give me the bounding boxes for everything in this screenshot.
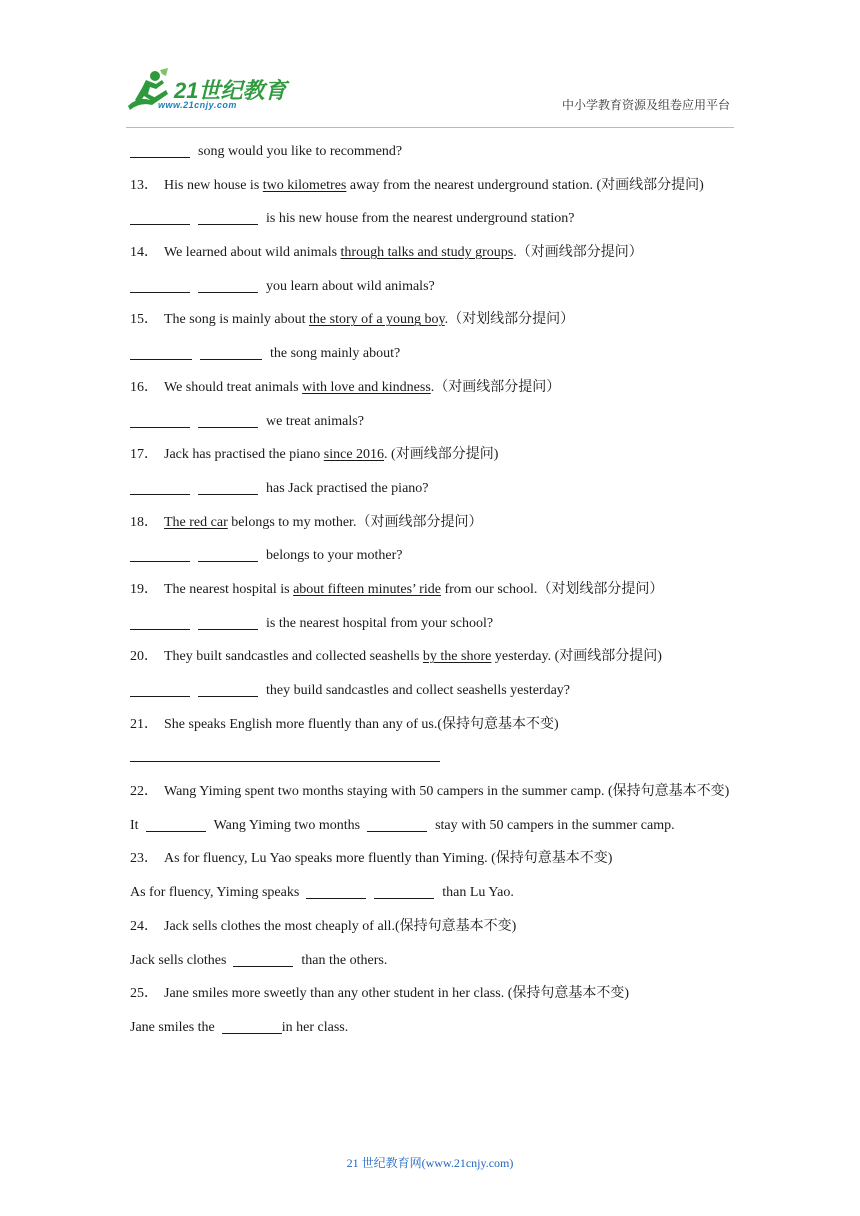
q21-question [130,708,740,742]
q22-question [130,775,740,809]
answer-blank[interactable] [130,413,190,428]
answer-text: than the others. [301,952,388,968]
question-list [130,135,740,1045]
question-number: 17． [130,447,158,463]
question-text: Jane smiles more sweetly than any other student in her class. (保持句意基本不变) [164,986,630,1002]
answer-text: song would you like to recommend? [198,144,403,159]
q19-answer-line [130,607,740,641]
q17-answer-line [130,472,740,506]
question-text: Wang Yiming spent two months staying with 50 campers in the summer camp. (保持句意基本不变) [164,784,730,800]
question-number: 25． [130,986,158,1002]
underlined-part: since 2016 [323,447,385,463]
logo-title: 21世纪教育 [174,78,287,103]
answer-blank[interactable] [198,615,258,630]
answer-blank[interactable] [130,615,190,630]
answer-blank[interactable] [130,480,190,495]
question-text: belongs to my mother.（对画线部分提问） [227,514,483,530]
underlined-part: through talks and study groups [340,245,514,261]
answer-blank[interactable] [198,413,258,428]
answer-blank[interactable] [374,884,434,899]
question-text: The song is mainly about [164,312,310,328]
answer-text: Wang Yiming two months [213,817,361,833]
question-number: 23． [130,851,158,867]
answer-blank[interactable] [198,682,258,697]
question-number: 16． [130,379,158,395]
answer-text: you learn about wild animals? [266,278,435,294]
answer-blank[interactable] [198,480,258,495]
question-text: His new house is [164,177,263,193]
answer-text: has Jack practised the piano? [266,480,429,496]
question-text: from our school.（对划线部分提问） [440,581,664,597]
q18-question [130,506,740,540]
answer-text: they build sandcastles and collect seashells yesterday? [266,683,571,699]
q25-answer-line [130,1011,740,1045]
answer-text: in her class. [281,1019,349,1035]
question-text: .（对画线部分提问） [430,379,561,395]
q24-question [130,910,740,944]
question-text: Jack has practised the piano [164,447,324,463]
q24-answer-line [130,944,740,978]
q25-question [130,977,740,1011]
q14-question [130,236,740,270]
answer-text: Jane smiles the [130,1019,215,1035]
question-text: We should treat animals [164,379,303,395]
answer-blank[interactable] [130,143,190,158]
answer-text: we treat animals? [266,413,364,429]
question-number: 22． [130,784,158,800]
underlined-part: with love and kindness [302,379,431,395]
q15-answer-line [130,337,740,371]
answer-text: It [130,817,139,833]
underlined-part: by the shore [422,649,492,665]
question-text: We learned about wild animals [164,245,341,261]
question-number: 14． [130,245,158,261]
q17-question [130,438,740,472]
answer-blank[interactable] [222,1019,282,1034]
answer-blank[interactable] [130,547,190,562]
answer-blank[interactable] [198,547,258,562]
answer-blank[interactable] [130,682,190,697]
q21-answer-line [130,741,740,775]
underlined-part: The red car [164,514,228,530]
answer-blank[interactable] [306,884,366,899]
site-logo [122,66,292,116]
answer-text: is the nearest hospital from your school? [266,615,494,631]
question-text: . (对画线部分提问) [384,447,499,463]
question-text: The nearest hospital is [164,581,294,597]
answer-blank[interactable] [233,952,293,967]
answer-blank[interactable] [146,817,206,832]
question-text: Jack sells clothes the most cheaply of all.(保持句意基本不变) [164,918,517,934]
answer-blank[interactable] [198,210,258,225]
question-number: 15． [130,312,158,328]
answer-text: Jack sells clothes [130,952,227,968]
underlined-part: two kilometres [262,177,347,193]
question-number: 20． [130,649,158,665]
question-text: away from the nearest underground station. (对画线部分提问) [346,177,704,193]
q18-answer-line [130,539,740,573]
page-header [0,0,860,128]
platform-label: 中小学教育资源及组卷应用平台 [561,98,730,112]
answer-text: than Lu Yao. [442,885,514,901]
q16-answer-line [130,405,740,439]
q19-question [130,573,740,607]
question-number: 21． [130,716,158,732]
answer-full-line[interactable] [130,741,440,762]
answer-blank[interactable] [200,345,262,360]
question-text: As for fluency, Lu Yao speaks more fluently than Yiming. (保持句意基本不变) [164,851,613,867]
q13-question [130,169,740,203]
question-number: 18． [130,514,158,530]
header-divider [126,127,734,128]
question-number: 19． [130,581,158,597]
answer-blank[interactable] [198,278,258,293]
question-text: .（对画线部分提问） [513,245,643,261]
answer-text: the song mainly about? [270,346,401,362]
question-text: She speaks English more fluently than any of us.(保持句意基本不变) [164,716,559,732]
q14-answer-line [130,270,740,304]
answer-text: As for fluency, Yiming speaks [130,885,300,901]
q22-answer-line [130,809,740,843]
question-number: 13． [130,177,158,193]
question-number: 24． [130,918,158,934]
q20-answer-line [130,674,740,708]
q23-answer-line [130,876,740,910]
answer-text: is his new house from the nearest underground station? [266,211,575,227]
question-text: yesterday. (对画线部分提问) [491,649,662,665]
question-text: They built sandcastles and collected seashells [164,649,423,665]
answer-blank[interactable] [130,278,190,293]
underlined-part: about fifteen minutes’ ride [293,581,441,597]
q23-question [130,842,740,876]
question-text: .（对划线部分提问） [444,312,575,328]
q13-answer-line [130,202,740,236]
q20-question [130,640,740,674]
answer-blank[interactable] [130,345,192,360]
q12-answer-line [130,135,740,169]
q15-question [130,303,740,337]
answer-text: belongs to your mother? [266,548,403,564]
answer-text: stay with 50 campers in the summer camp. [435,817,675,833]
page-footer: 21 世纪教育网(www.21cnjy.com) [346,1156,514,1170]
q16-question [130,371,740,405]
answer-blank[interactable] [130,210,190,225]
underlined-part: the story of a young boy [309,312,445,328]
logo-url: www.21cnjy.com [158,100,237,110]
answer-blank[interactable] [367,817,427,832]
